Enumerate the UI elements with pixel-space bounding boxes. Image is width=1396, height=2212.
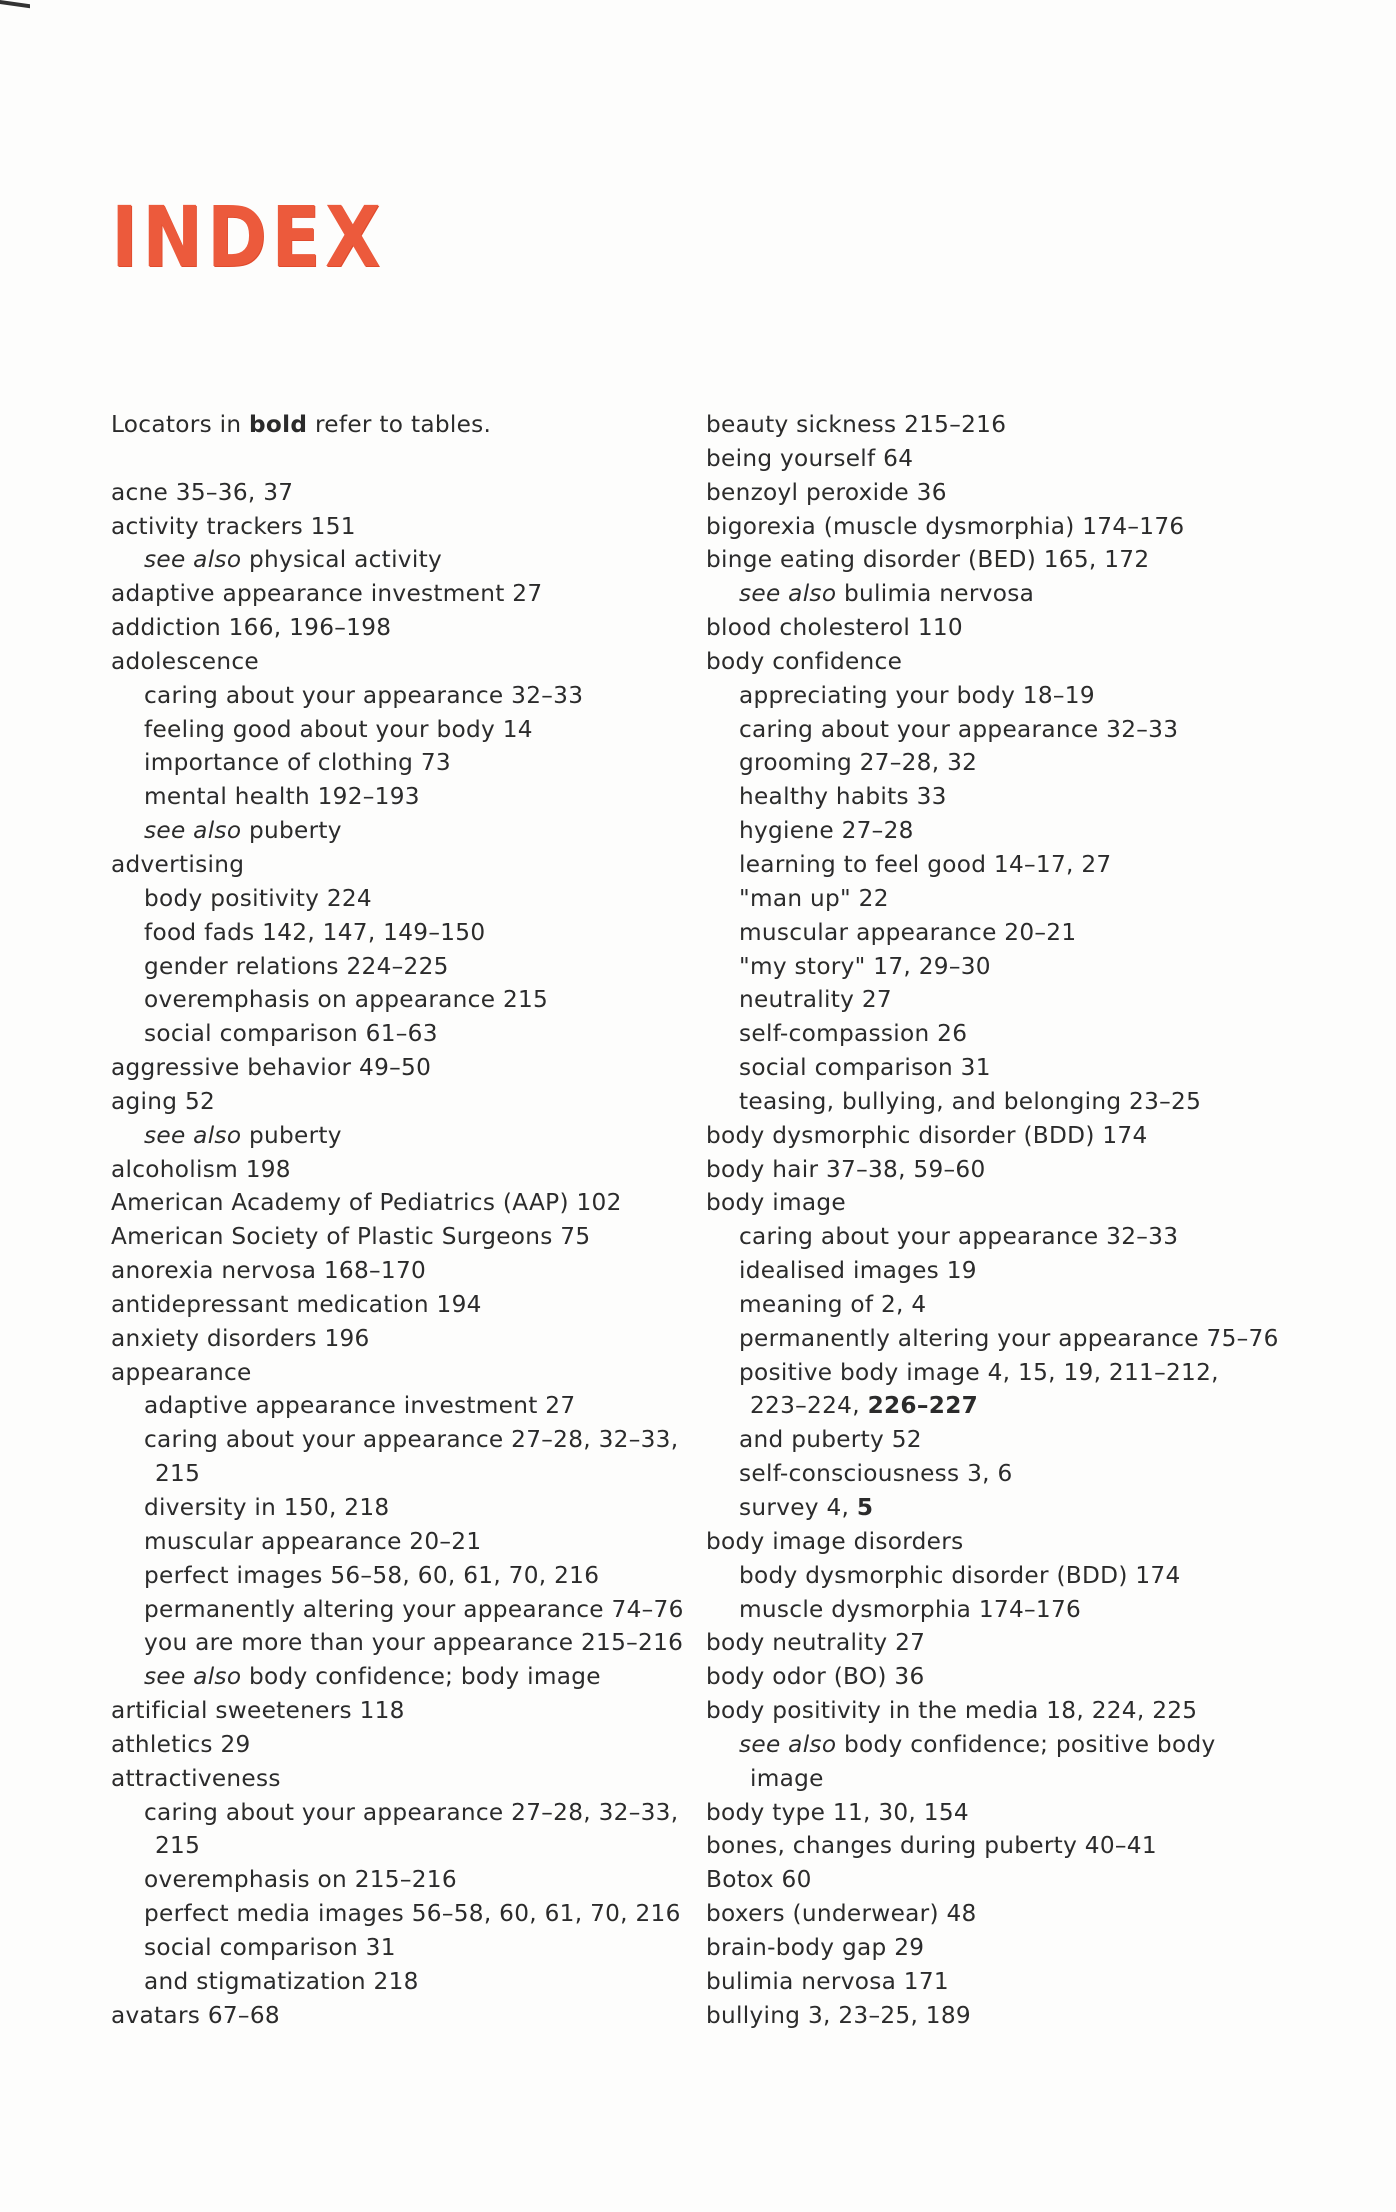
index-text: gender relations 224–225 [144, 952, 449, 980]
index-text: addiction 166, 196–198 [111, 614, 392, 642]
index-entry [706, 476, 1266, 510]
index-subentry [111, 1593, 701, 1627]
index-text: caring about your appearance 32–33 [739, 1223, 1179, 1251]
index-text: being yourself 64 [706, 444, 914, 472]
index-text: anorexia nervosa 168–170 [111, 1257, 427, 1285]
index-subentry [111, 1525, 701, 1559]
index-subentry [111, 1491, 701, 1525]
index-text: body positivity in the media 18, 224, 225 [706, 1697, 1198, 1725]
index-text: permanently altering your appearance 75–76 [739, 1324, 1279, 1352]
index-subentry [706, 1593, 1266, 1627]
index-text: bulimia nervosa 171 [706, 1967, 949, 1995]
index-subentry [706, 950, 1266, 984]
index-text: athletics 29 [111, 1730, 251, 1758]
index-entry [111, 1153, 701, 1187]
index-text: teasing, bullying, and belonging 23–25 [739, 1087, 1202, 1115]
index-entry [111, 1186, 701, 1220]
index-subentry [111, 1863, 701, 1897]
index-subentry [706, 916, 1266, 950]
index-subentry [111, 1559, 701, 1593]
index-text: body image [706, 1189, 846, 1217]
index-entry [111, 1051, 701, 1085]
index-subentry [111, 916, 701, 950]
index-entry [111, 1694, 701, 1728]
index-entry [706, 1186, 1266, 1220]
index-text: see also [144, 1121, 242, 1149]
index-subentry [706, 848, 1266, 882]
index-text: body neutrality 27 [706, 1629, 926, 1657]
index-entry [111, 510, 701, 544]
index-subentry [706, 814, 1266, 848]
index-text: advertising [111, 850, 245, 878]
index-entry [706, 543, 1266, 577]
index-text: bullying 3, 23–25, 189 [706, 2001, 971, 2029]
index-subentry [111, 1389, 701, 1423]
index-text: antidepressant medication 194 [111, 1290, 482, 1318]
index-text: blood cholesterol 110 [706, 614, 963, 642]
index-subentry [111, 882, 701, 916]
index-text: see also [739, 1730, 837, 1758]
index-text: adaptive appearance investment 27 [144, 1392, 576, 1420]
index-entry [706, 1931, 1266, 1965]
spacer [111, 442, 701, 476]
index-text: self-compassion 26 [739, 1020, 968, 1048]
index-text: body confidence [706, 647, 903, 675]
index-text: 5 [856, 1494, 874, 1521]
index-text: learning to feel good 14–17, 27 [739, 850, 1112, 878]
index-text: alcoholism 198 [111, 1155, 291, 1183]
bold-locator-note: Locators in bold refer to tables. [111, 411, 492, 438]
index-entry [706, 1897, 1266, 1931]
index-subentry [706, 1423, 1266, 1457]
index-subentry [706, 1085, 1266, 1119]
index-entry [111, 1288, 701, 1322]
index-text: caring about your appearance 27–28, 32–33, [144, 1426, 679, 1454]
index-entry [111, 1728, 701, 1762]
index-text: "my story" 17, 29–30 [739, 952, 991, 980]
index-text: boxers (underwear) 48 [706, 1900, 977, 1928]
index-text: body positivity 224 [144, 884, 372, 912]
index-subentry [706, 746, 1266, 780]
index-subentry [706, 1254, 1266, 1288]
index-subentry [706, 1559, 1266, 1593]
index-text: self-consciousness 3, 6 [739, 1460, 1013, 1488]
index-text: muscle dysmorphia 174–176 [739, 1595, 1082, 1623]
index-entry-continuation [706, 1389, 1266, 1423]
index-entry [706, 1153, 1266, 1187]
index-text: Botox 60 [706, 1866, 812, 1894]
index-subentry [111, 983, 701, 1017]
index-subentry [706, 1288, 1266, 1322]
index-subentry [111, 713, 701, 747]
index-entry-continuation [111, 1457, 701, 1491]
index-subentry [706, 1220, 1266, 1254]
index-text: activity trackers 151 [111, 512, 356, 540]
index-text: anxiety disorders 196 [111, 1324, 370, 1352]
index-subentry [111, 780, 701, 814]
index-subentry [706, 882, 1266, 916]
index-text: caring about your appearance 27–28, 32–33, [144, 1798, 679, 1826]
index-entry-continuation [706, 1762, 1266, 1796]
index-subentry [706, 780, 1266, 814]
index-subentry [111, 1017, 701, 1051]
index-text: benzoyl peroxide 36 [706, 478, 947, 506]
index-subentry [706, 577, 1266, 611]
index-entry [111, 645, 701, 679]
index-text: 223–224, [750, 1392, 868, 1420]
index-entry [706, 510, 1266, 544]
index-text: social comparison 31 [739, 1054, 991, 1082]
index-subentry [706, 1457, 1266, 1491]
index-subentry [111, 1423, 701, 1457]
index-text: hygiene 27–28 [739, 817, 914, 845]
index-text: beauty sickness 215–216 [706, 411, 1007, 438]
index-text: artificial sweeteners 118 [111, 1697, 405, 1725]
index-text: aggressive behavior 49–50 [111, 1054, 432, 1082]
index-entry [706, 1863, 1266, 1897]
index-entry [706, 1525, 1266, 1559]
index-text: see also [144, 817, 242, 845]
index-text: see also [739, 580, 837, 608]
index-subentry [111, 1796, 701, 1830]
index-text: muscular appearance 20–21 [739, 918, 1077, 946]
index-text: healthy habits 33 [739, 783, 947, 811]
index-text: perfect media images 56–58, 60, 61, 70, 216 [144, 1900, 681, 1928]
index-entry [706, 611, 1266, 645]
index-subentry [706, 1728, 1266, 1762]
index-subentry [706, 1356, 1266, 1390]
index-text: social comparison 61–63 [144, 1020, 438, 1048]
index-subentry [111, 1931, 701, 1965]
index-text: you are more than your appearance 215–216 [144, 1629, 684, 1657]
index-entry [111, 476, 701, 510]
index-subentry [111, 1897, 701, 1931]
index-subentry [111, 814, 701, 848]
page-title: INDEX [111, 188, 385, 286]
index-text: bones, changes during puberty 40–41 [706, 1832, 1157, 1860]
index-text: image [750, 1764, 824, 1792]
index-text: permanently altering your appearance 74–76 [144, 1595, 684, 1623]
index-text: overemphasis on appearance 215 [144, 986, 549, 1014]
index-entry [111, 848, 701, 882]
index-text: perfect images 56–58, 60, 61, 70, 216 [144, 1561, 600, 1589]
index-text: brain-body gap 29 [706, 1933, 925, 1961]
index-text: muscular appearance 20–21 [144, 1527, 482, 1555]
index-subentry [111, 1965, 701, 1999]
index-text: body image disorders [706, 1527, 964, 1555]
index-entry [111, 1085, 701, 1119]
index-entry [706, 1999, 1266, 2033]
index-subentry [111, 1119, 701, 1153]
index-text: positive body image 4, 15, 19, 211–212, [739, 1358, 1219, 1386]
index-entry [706, 442, 1266, 476]
index-subentry [111, 950, 701, 984]
index-entry [111, 1356, 701, 1390]
index-text: importance of clothing 73 [144, 749, 451, 777]
index-text: mental health 192–193 [144, 783, 420, 811]
index-entry [706, 1829, 1266, 1863]
index-text: overemphasis on 215–216 [144, 1866, 457, 1894]
index-text: 226–227 [867, 1392, 979, 1420]
index-subentry [706, 1322, 1279, 1356]
index-text: neutrality 27 [739, 986, 892, 1014]
index-text: adaptive appearance investment 27 [111, 580, 543, 608]
index-column-right [706, 408, 1279, 2033]
index-text: grooming 27–28, 32 [739, 749, 978, 777]
index-text: physical activity [241, 546, 442, 574]
index-text: and stigmatization 218 [144, 1967, 419, 1995]
index-text: diversity in 150, 218 [144, 1494, 390, 1521]
index-entry [706, 1660, 1266, 1694]
index-entry [706, 645, 1266, 679]
index-text: bigorexia (muscle dysmorphia) 174–176 [706, 512, 1185, 540]
index-text: caring about your appearance 32–33 [144, 681, 584, 709]
index-text: "man up" 22 [739, 884, 889, 912]
index-text: see also [144, 1663, 242, 1691]
index-entry [111, 1220, 701, 1254]
index-text: body hair 37–38, 59–60 [706, 1155, 986, 1183]
index-text: 215 [155, 1832, 201, 1860]
index-entry [111, 577, 701, 611]
index-text: aging 52 [111, 1087, 216, 1115]
scan-corner-mark [0, 0, 30, 8]
index-text: body confidence; body image [241, 1663, 601, 1691]
index-entry [111, 1999, 701, 2033]
index-text: feeling good about your body 14 [144, 715, 533, 743]
index-text: American Academy of Pediatrics (AAP) 102 [111, 1189, 622, 1217]
index-subentry [111, 1626, 701, 1660]
index-entry [111, 1322, 701, 1356]
index-entry [706, 1119, 1266, 1153]
index-text: idealised images 19 [739, 1257, 977, 1285]
index-text: appearance [111, 1358, 252, 1386]
index-entry [706, 1694, 1266, 1728]
index-entry [706, 1796, 1266, 1830]
index-subentry [706, 679, 1266, 713]
index-subentry [111, 543, 701, 577]
index-text: binge eating disorder (BED) 165, 172 [706, 546, 1150, 574]
index-text: body dysmorphic disorder (BDD) 174 [706, 1121, 1148, 1149]
index-text: avatars 67–68 [111, 2001, 280, 2029]
index-entry-continuation [111, 1829, 701, 1863]
index-text: 215 [155, 1460, 201, 1488]
index-entry [706, 1626, 1266, 1660]
index-text: body type 11, 30, 154 [706, 1798, 969, 1826]
index-subentry [111, 679, 701, 713]
index-text: see also [144, 546, 242, 574]
index-subentry [706, 1017, 1266, 1051]
index-text: attractiveness [111, 1764, 281, 1792]
index-text: bulimia nervosa [836, 580, 1035, 608]
index-entry [706, 408, 1266, 442]
index-subentry [111, 1660, 701, 1694]
index-entry [111, 1254, 701, 1288]
index-text: survey 4, [739, 1494, 857, 1521]
index-text: adolescence [111, 647, 259, 675]
index-text: body odor (BO) 36 [706, 1663, 925, 1691]
index-entry [111, 1762, 701, 1796]
index-text: meaning of 2, 4 [739, 1290, 927, 1318]
index-text: puberty [241, 817, 342, 845]
index-subentry [706, 713, 1266, 747]
index-subentry [706, 983, 1266, 1017]
index-text: acne 35–36, 37 [111, 478, 294, 506]
index-subentry [706, 1491, 1266, 1525]
index-text: body confidence; positive body [836, 1730, 1216, 1758]
index-subentry [111, 746, 701, 780]
index-text: American Society of Plastic Surgeons 75 [111, 1223, 591, 1251]
index-text: caring about your appearance 32–33 [739, 715, 1179, 743]
index-subentry [706, 1051, 1266, 1085]
index-column-left [111, 408, 701, 2033]
index-text: food fads 142, 147, 149–150 [144, 918, 486, 946]
index-text: puberty [241, 1121, 342, 1149]
index-text: appreciating your body 18–19 [739, 681, 1095, 709]
index-text: social comparison 31 [144, 1933, 396, 1961]
index-text: body dysmorphic disorder (BDD) 174 [739, 1561, 1181, 1589]
index-text: and puberty 52 [739, 1426, 922, 1454]
index-entry [111, 611, 701, 645]
index-entry [706, 1965, 1266, 1999]
